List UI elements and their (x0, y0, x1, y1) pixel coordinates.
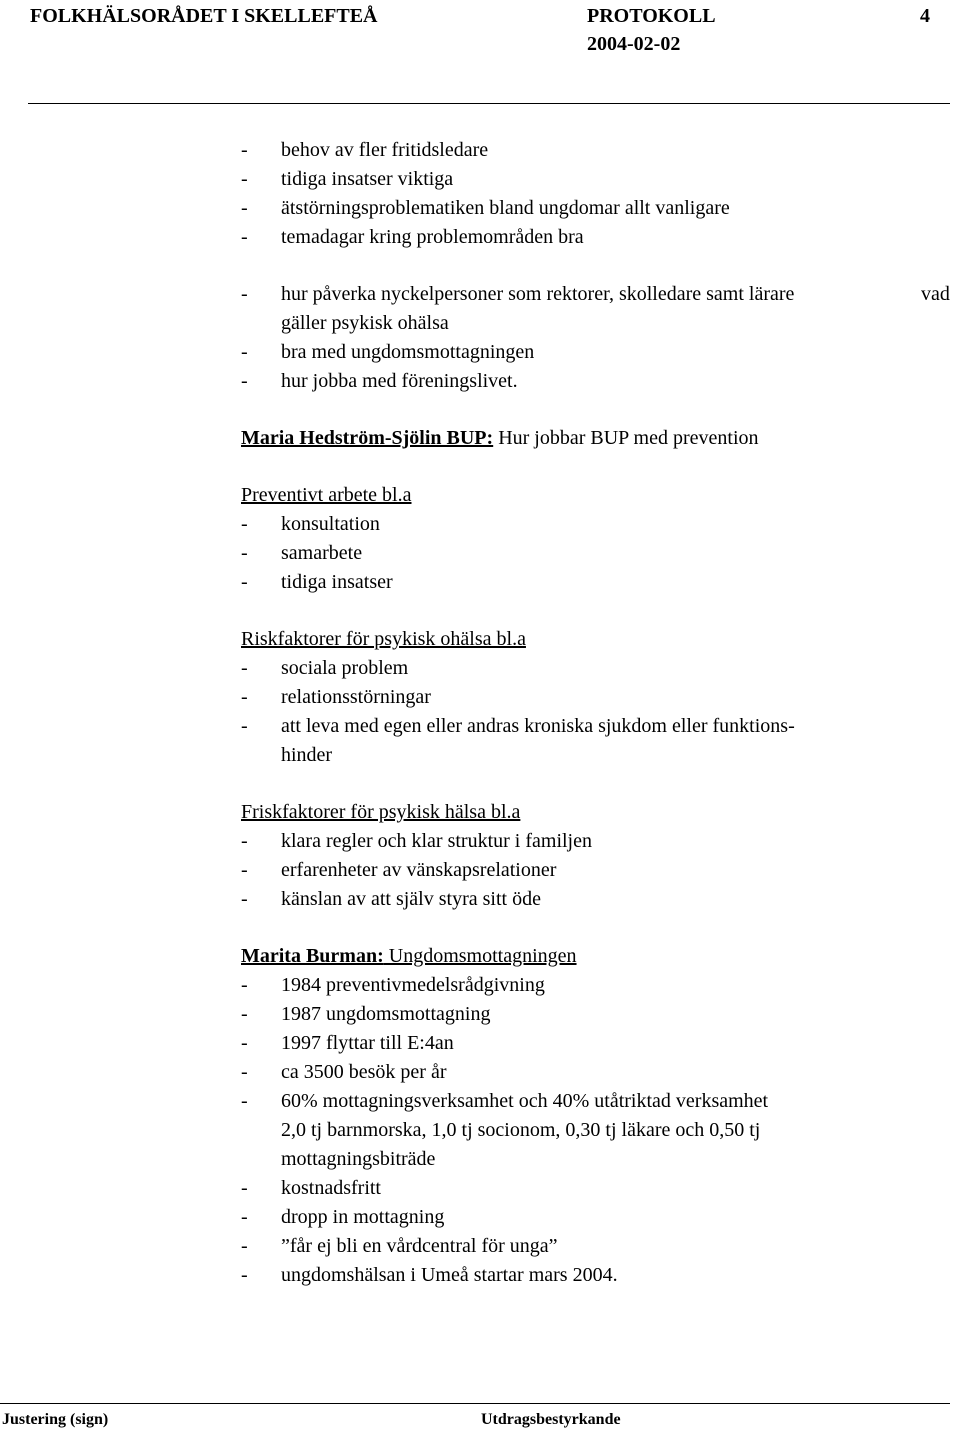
list-item: bra med ungdomsmottagningen (281, 341, 535, 363)
list-item: samarbete (281, 542, 363, 564)
list-item-continuation: hinder (281, 744, 333, 766)
list-item: 60% mottagningsverksamhet och 40% utåtriktad verksamhet (281, 1090, 769, 1112)
list-item: erfarenheter av vänskapsrelationer (281, 859, 557, 881)
list-item-continuation: mottagningsbiträde (281, 1148, 436, 1170)
preventive-heading: Preventivt arbete bl.a (241, 484, 412, 506)
list-item: dropp in mottagning (281, 1206, 445, 1228)
list-item: känslan av att själv styra sitt öde (281, 888, 541, 910)
list-dash: - (241, 686, 248, 708)
list-dash: - (241, 168, 248, 190)
list-item: hur jobba med föreningslivet. (281, 370, 518, 392)
list-item-continuation: 2,0 tj barnmorska, 1,0 tj socionom, 0,30 tj läkare och 0,50 tj (281, 1119, 761, 1141)
list-dash: - (241, 859, 248, 881)
list-dash: - (241, 370, 248, 392)
list-item: behov av fler fritidsledare (281, 139, 489, 161)
list-item-continuation: vad (921, 283, 950, 305)
list-item: ätstörningsproblematiken bland ungdomar allt vanligare (281, 197, 730, 219)
list-item: ”får ej bli en vårdcentral för unga” (281, 1235, 558, 1257)
list-item: klara regler och klar struktur i familjen (281, 830, 592, 852)
footer-signature-label: Justering (sign) (2, 1411, 109, 1428)
footer-divider (0, 1403, 950, 1404)
risk-heading: Riskfaktorer för psykisk ohälsa bl.a (241, 628, 526, 650)
list-dash: - (241, 1003, 248, 1025)
protective-heading: Friskfaktorer för psykisk hälsa bl.a (241, 801, 521, 823)
list-dash: - (241, 1032, 248, 1054)
list-item: relationsstörningar (281, 686, 431, 708)
list-dash: - (241, 974, 248, 996)
list-dash: - (241, 341, 248, 363)
bup-speaker: Maria Hedström-Sjölin BUP: (241, 427, 494, 449)
list-dash: - (241, 283, 248, 305)
list-dash: - (241, 226, 248, 248)
list-item: konsultation (281, 513, 380, 535)
list-item: 1984 preventivmedelsrådgivning (281, 974, 545, 996)
list-dash: - (241, 1061, 248, 1083)
um-topic: Ungdomsmottagningen (383, 945, 577, 967)
list-dash: - (241, 571, 248, 593)
organization-name: FOLKHÄLSORÅDET I SKELLEFTEÅ (30, 5, 378, 27)
list-item: hur påverka nyckelpersoner som rektorer, skolledare samt lärare (281, 283, 795, 305)
document-date: 2004-02-02 (587, 33, 681, 55)
list-item: kostnadsfritt (281, 1177, 381, 1199)
bup-section-heading (241, 426, 759, 450)
list-dash: - (241, 1090, 248, 1112)
list-item: temadagar kring problemområden bra (281, 226, 584, 248)
list-item: tidiga insatser (281, 571, 393, 593)
um-section-heading (241, 944, 577, 968)
bup-topic: Hur jobbar BUP med prevention (493, 427, 759, 449)
list-item: 1997 flyttar till E:4an (281, 1032, 454, 1054)
list-dash: - (241, 139, 248, 161)
list-dash: - (241, 888, 248, 910)
list-item: 1987 ungdomsmottagning (281, 1003, 491, 1025)
list-item: tidiga insatser viktiga (281, 168, 454, 190)
list-dash: - (241, 715, 248, 737)
list-dash: - (241, 1177, 248, 1199)
list-item: ungdomshälsan i Umeå startar mars 2004. (281, 1264, 618, 1286)
document-type: PROTOKOLL (587, 5, 716, 27)
list-dash: - (241, 197, 248, 219)
list-dash: - (241, 1206, 248, 1228)
header-divider (28, 103, 950, 104)
list-dash: - (241, 513, 248, 535)
list-item: ca 3500 besök per år (281, 1061, 447, 1083)
list-dash: - (241, 1235, 248, 1257)
list-item-continuation: gäller psykisk ohälsa (281, 312, 449, 334)
footer-certification-label: Utdragsbestyrkande (481, 1411, 621, 1428)
page-number: 4 (920, 5, 930, 27)
list-item: att leva med egen eller andras kroniska sjukdom eller funktions- (281, 715, 795, 737)
list-dash: - (241, 542, 248, 564)
list-dash: - (241, 830, 248, 852)
list-dash: - (241, 1264, 248, 1286)
list-item: sociala problem (281, 657, 409, 679)
list-dash: - (241, 657, 248, 679)
um-speaker: Marita Burman: (241, 945, 384, 967)
